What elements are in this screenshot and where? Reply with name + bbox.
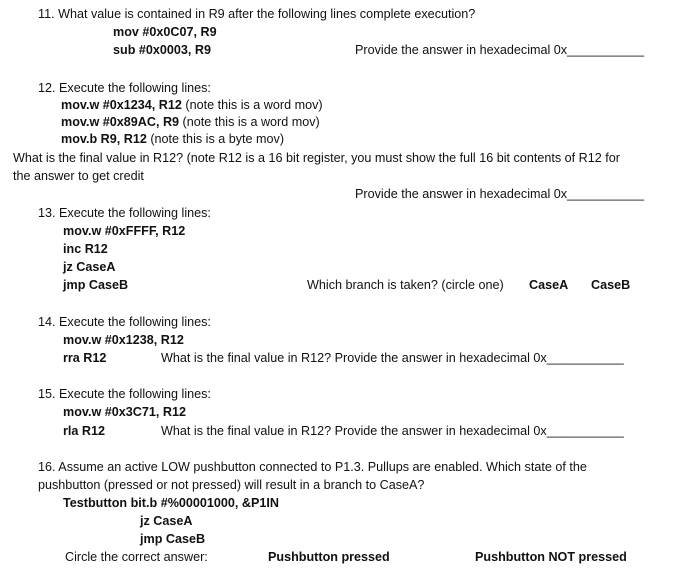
q13-option-case-a[interactable]: CaseA (529, 278, 569, 292)
q11-code-line-1: mov #0x0C07, R9 (113, 25, 217, 39)
q14-code-line-2: rra R12 (63, 351, 107, 365)
q16-code-line-3: jmp CaseB (140, 532, 206, 546)
q13-question: 13. Execute the following lines: (38, 206, 211, 220)
q11-answer-prompt: Provide the answer in hexadecimal 0x___________ (355, 43, 645, 57)
q13-code-line-1: mov.w #0xFFFF, R12 (63, 224, 186, 238)
q12-note-3: (note this is a byte mov) (146, 132, 285, 146)
q13-option-case-b[interactable]: CaseB (591, 278, 631, 292)
q13-code-line-4: jmp CaseB (63, 278, 129, 292)
q11-code-line-2: sub #0x0003, R9 (113, 43, 212, 57)
q15-code-line-1: mov.w #0x3C71, R12 (63, 405, 186, 419)
q13-code-line-3: jz CaseA (63, 260, 116, 274)
q12-explanation-line-1: What is the final value in R12? (note R12 is a 16 bit register, you must show the full 16 bit contents of R12 for (13, 151, 620, 165)
q13-code-line-2: inc R12 (63, 242, 108, 256)
q11-question: 11. What value is contained in R9 after the following lines complete execution? (38, 7, 476, 21)
q12-explanation-line-2: the answer to get credit (13, 169, 144, 183)
q12-code-1: mov.w #0x1234, R12 (61, 98, 182, 112)
q14-answer-prompt: What is the final value in R12? Provide the answer in hexadecimal 0x___________ (161, 351, 624, 365)
q16-option-pressed[interactable]: Pushbutton pressed (268, 550, 390, 564)
q13-answer-prompt: Which branch is taken? (circle one) (307, 278, 504, 292)
q12-answer-prompt: Provide the answer in hexadecimal 0x___________ (355, 187, 645, 201)
q15-code-line-2: rla R12 (63, 424, 106, 438)
q15-answer-prompt: What is the final value in R12? Provide the answer in hexadecimal 0x___________ (161, 424, 624, 438)
q12-code-2: mov.w #0x89AC, R9 (61, 115, 180, 129)
q12-note-1: (note this is a word mov) (181, 98, 323, 112)
q16-answer-prompt: Circle the correct answer: (65, 550, 208, 564)
q16-question-line-1: 16. Assume an active LOW pushbutton connected to P1.3. Pullups are enabled. Which state of the (38, 460, 587, 474)
q16-code-line-1: Testbutton bit.b #%00001000, &P1IN (63, 496, 280, 510)
q16-code-line-2: jz CaseA (140, 514, 193, 528)
q12-note-2: (note this is a word mov) (179, 115, 320, 129)
q12-line-3 (61, 131, 284, 147)
q14-code-line-1: mov.w #0x1238, R12 (63, 333, 184, 347)
q15-question: 15. Execute the following lines: (38, 387, 211, 401)
q14-question: 14. Execute the following lines: (38, 315, 211, 329)
q12-code-3: mov.b R9, R12 (61, 132, 147, 146)
q12-line-2 (61, 114, 320, 130)
q12-line-1 (61, 97, 323, 113)
q16-question-line-2: pushbutton (pressed or not pressed) will result in a branch to CaseA? (38, 478, 425, 492)
q16-option-not-pressed[interactable]: Pushbutton NOT pressed (475, 550, 627, 564)
q12-question: 12. Execute the following lines: (38, 81, 211, 95)
